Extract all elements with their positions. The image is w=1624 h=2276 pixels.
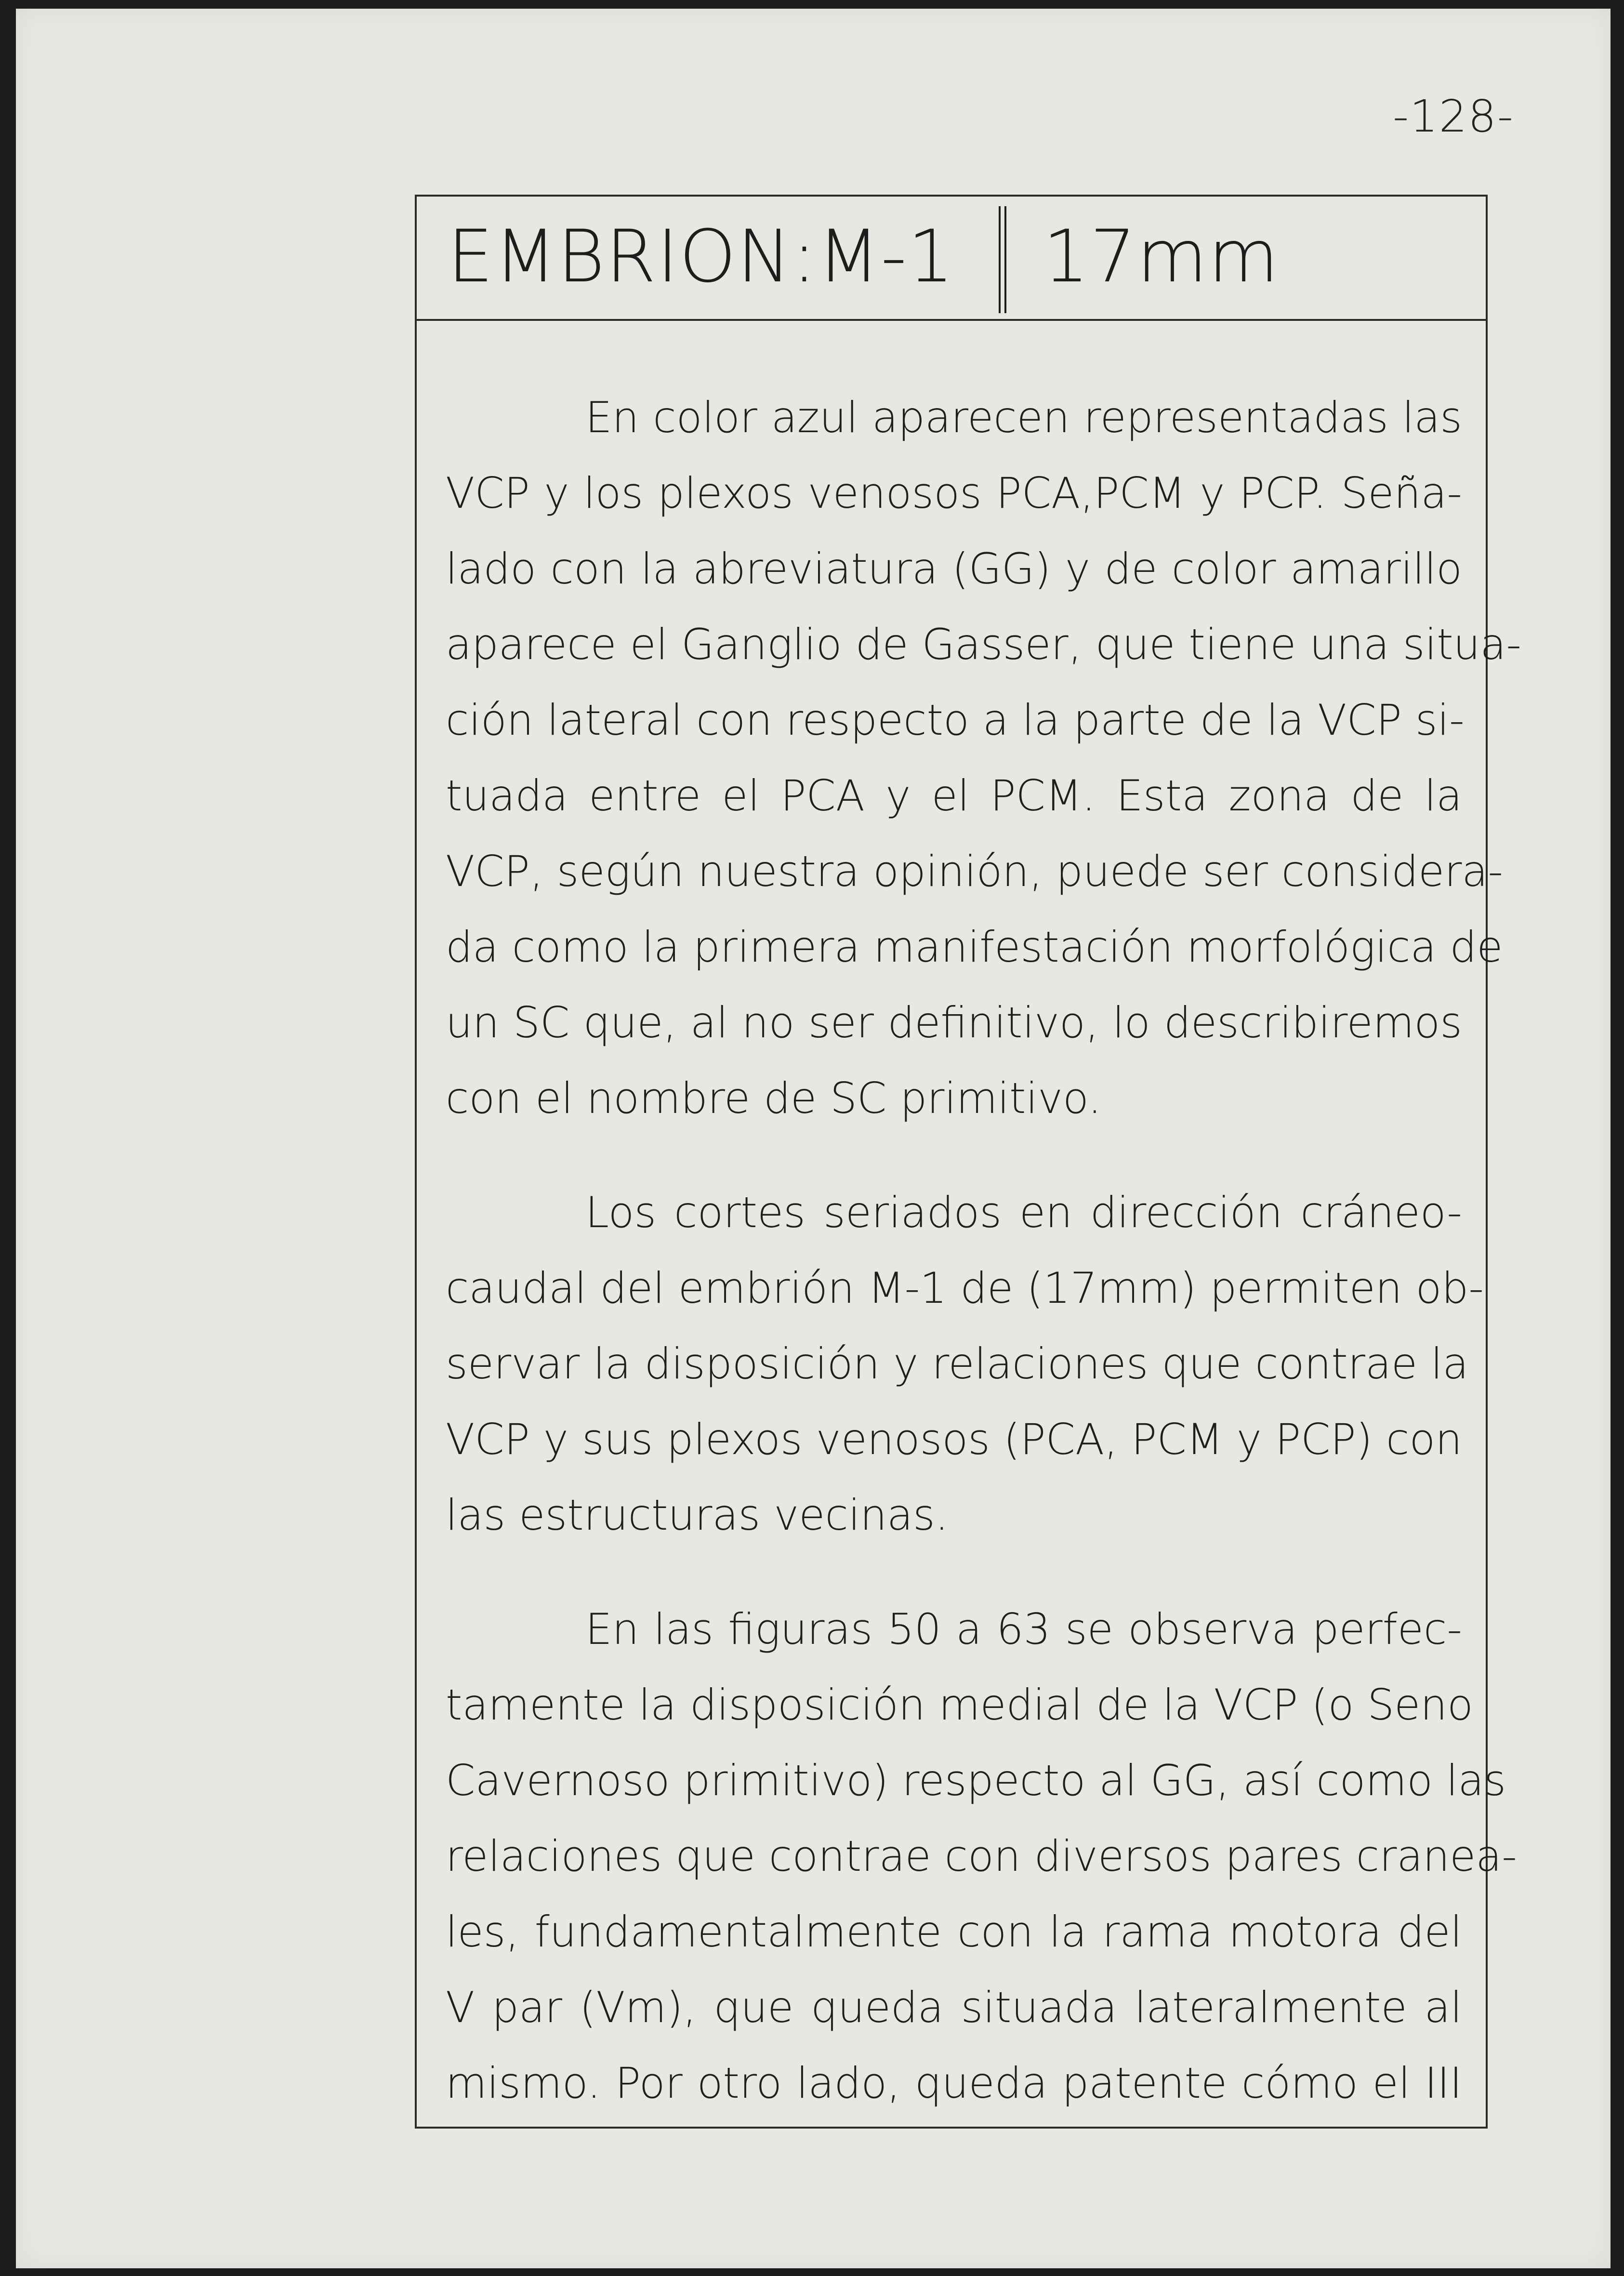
- text-line: tamente la disposición medial de la VCP (o Seno: [446, 1680, 1473, 1730]
- text-line: aparece el Ganglio de Gasser, que tiene una situa-: [446, 620, 1522, 669]
- text-line: Los cortes seriados en dirección cráneo-: [585, 1188, 1462, 1237]
- body-text: [446, 380, 1522, 2121]
- paragraph-1: [446, 380, 1522, 1136]
- text-line: Cavernoso primitivo) respecto al GG, así como las: [446, 1756, 1506, 1805]
- document-frame: [415, 195, 1522, 2129]
- text-line: les, fundamentalmente con la rama motora del: [446, 1907, 1462, 1957]
- header-box: [417, 197, 1486, 321]
- text-line: caudal del embrión M-1 de (17mm) permiten ob-: [446, 1263, 1484, 1313]
- text-line: VCP, según nuestra opinión, puede ser considera-: [446, 847, 1504, 896]
- embryo-title: EMBRION:M-1: [448, 215, 955, 299]
- text-line: ción lateral con respecto a la parte de la VCP si-: [446, 695, 1465, 745]
- text-line: las estructuras vecinas.: [446, 1490, 949, 1540]
- text-line: VCP y los plexos venosos PCA,PCM y PCP. Seña-: [446, 468, 1462, 518]
- paragraph-3: [446, 1591, 1517, 2121]
- embryo-size: 17mm: [1043, 215, 1280, 299]
- text-line: con el nombre de SC primitivo.: [446, 1073, 1102, 1123]
- text-line: En las figuras 50 a 63 se observa perfec-: [585, 1604, 1462, 1654]
- text-line: V par (Vm), que queda situada lateralmente al: [446, 1983, 1462, 2032]
- text-line: mismo. Por otro lado, queda patente cómo el III: [446, 2058, 1462, 2108]
- text-line: un SC que, al no ser definitivo, lo describiremos: [446, 998, 1462, 1047]
- text-line: relaciones que contrae con diversos pares cranea-: [446, 1831, 1517, 1881]
- page-number: -128-: [1393, 91, 1514, 142]
- paragraph-2: [446, 1175, 1484, 1553]
- header-divider: [999, 206, 1006, 313]
- text-line: tuada entre el PCA y el PCM. Esta zona de la: [446, 771, 1462, 820]
- text-line: En color azul aparecen representadas las: [585, 393, 1462, 442]
- paragraph-gap: [446, 1553, 1462, 1591]
- text-line: servar la disposición y relaciones que contrae la: [446, 1339, 1469, 1389]
- text-line: lado con la abreviatura (GG) y de color amarillo: [446, 544, 1462, 594]
- document-page: [16, 9, 1611, 2268]
- text-line: VCP y sus plexos venosos (PCA, PCM y PCP) con: [446, 1415, 1462, 1464]
- text-line: da como la primera manifestación morfológica de: [446, 922, 1503, 972]
- paragraph-gap: [446, 1136, 1462, 1175]
